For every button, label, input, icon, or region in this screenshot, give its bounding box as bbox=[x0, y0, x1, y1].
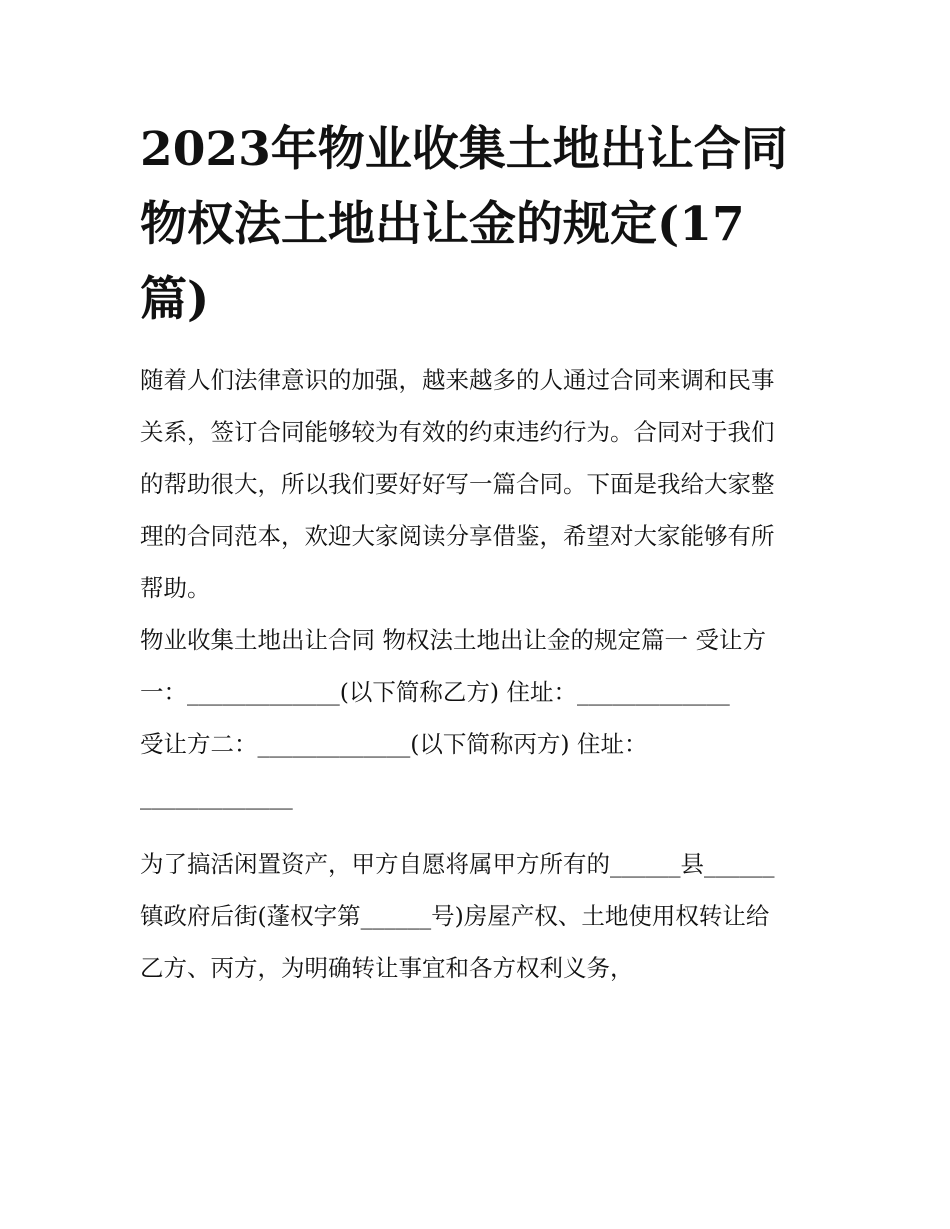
document-title bbox=[140, 112, 816, 337]
text-line: 帮助。 bbox=[140, 574, 211, 602]
text-line: 镇政府后街(蓬权字第______号)房屋产权、土地使用权转让给 bbox=[140, 902, 770, 930]
document-page bbox=[140, 112, 816, 994]
document-body bbox=[140, 354, 816, 994]
text-line: 的帮助很大，所以我们要好好写一篇合同。下面是我给大家整 bbox=[140, 470, 775, 498]
text-line: 随着人们法律意识的加强，越来越多的人通过合同来调和民事 bbox=[140, 366, 775, 394]
title-line: 2023年物业收集土地出让合同 bbox=[140, 122, 788, 177]
title-line: 篇) bbox=[140, 272, 210, 327]
text-line: 物业收集土地出让合同 物权法土地出让金的规定篇一 受让方 bbox=[140, 626, 766, 654]
parties-paragraph bbox=[140, 614, 816, 822]
text-line: _____________ bbox=[140, 782, 293, 810]
intro-paragraph bbox=[140, 354, 816, 614]
paragraph-spacer bbox=[140, 822, 816, 838]
text-line: 一：_____________(以下简称乙方) 住址：_____________ bbox=[140, 678, 730, 706]
text-line: 为了搞活闲置资产，甲方自愿将属甲方所有的______县______ bbox=[140, 850, 775, 878]
text-line: 乙方、丙方，为明确转让事宜和各方权利义务， bbox=[140, 954, 634, 982]
title-line: 物权法土地出让金的规定(17 bbox=[140, 197, 745, 252]
text-line: 受让方二：_____________(以下简称丙方) 住址： bbox=[140, 730, 648, 758]
text-line: 理的合同范本，欢迎大家阅读分享借鉴，希望对大家能够有所 bbox=[140, 522, 775, 550]
purpose-paragraph bbox=[140, 838, 816, 994]
text-line: 关系，签订合同能够较为有效的约束违约行为。合同对于我们 bbox=[140, 418, 775, 446]
